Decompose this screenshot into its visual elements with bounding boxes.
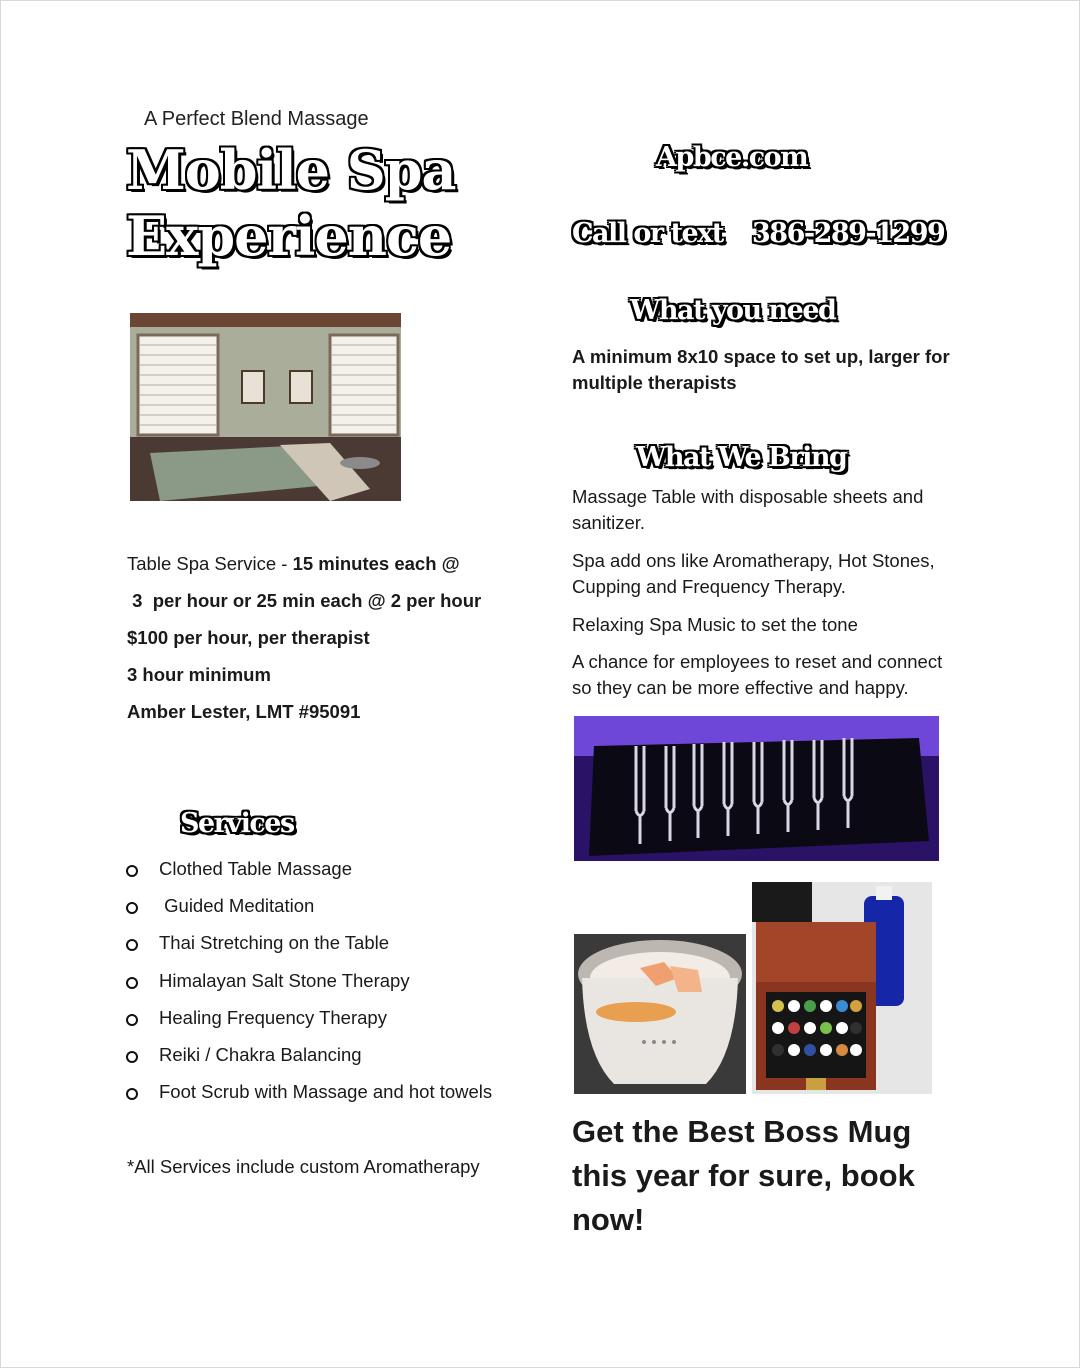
essential-oils-photo [752,882,932,1094]
services-heading: Services [180,808,294,839]
circle-bullet-icon [126,1088,138,1100]
service-label: Healing Frequency Therapy [159,1006,387,1028]
list-item [124,893,544,930]
pricing-line-2: 3 per hour or 25 min each @ 2 per hour [127,590,482,611]
list-item [124,930,544,967]
service-label: Foot Scrub with Massage and hot towels [159,1081,493,1103]
circle-bullet-icon [126,939,138,951]
bring-item-music: Relaxing Spa Music to set the tone [572,614,858,635]
aromatherapy-note: *All Services include custom Aromatherapy [127,1156,480,1177]
massage-room-photo [130,313,401,501]
pricing-line-1-prefix: Table Spa Service - [127,553,293,574]
tuning-forks-photo [574,716,939,861]
phone-number[interactable]: 386-289-1299 [752,218,945,249]
website-link[interactable]: Apbce.com [656,142,808,173]
list-item [124,1042,544,1079]
service-label: Reiki / Chakra Balancing [159,1043,362,1065]
subtitle: A Perfect Blend Massage [144,108,369,130]
pricing-line-1 [127,551,460,577]
call-to-action: Get the Best Boss Mug this year for sure, book now! [572,1114,915,1237]
bring-item-table: Massage Table with disposable sheets and sanitizer. [572,486,924,533]
list-item [124,1005,544,1042]
salt-stones-photo [574,934,746,1094]
list-item [124,968,544,1005]
service-label: Guided Meditation [159,895,315,917]
circle-bullet-icon [126,977,138,989]
service-label: Clothed Table Massage [159,858,353,879]
bring-item-addons: Spa add ons like Aromatherapy, Hot Stones, Cupping and Frequency Therapy. [572,550,935,597]
what-you-need-heading: What you need [630,295,836,326]
circle-bullet-icon [126,902,138,914]
title-line-2: Experience [126,204,452,268]
service-label: Himalayan Salt Stone Therapy [159,969,410,991]
pricing-line-1-bold: 15 minutes each @ [292,553,460,574]
title-line-1: Mobile Spa [126,138,456,202]
what-we-bring-heading: What We Bring [636,442,847,473]
circle-bullet-icon [126,1014,138,1026]
space-requirement: A minimum 8x10 space to set up, larger for multiple therapists [572,346,950,393]
services-list [124,856,544,1116]
service-label: Thai Stretching on the Table [159,932,390,954]
circle-bullet-icon [126,1051,138,1063]
list-item [124,856,544,893]
pricing-line-4: 3 hour minimum [127,664,271,685]
pricing-line-3: $100 per hour, per therapist [127,627,370,648]
call-label: Call or text [572,218,723,249]
list-item [124,1079,544,1116]
bring-item-reset: A chance for employees to reset and connect so they can be more effective and happy. [572,651,943,698]
therapist-credit: Amber Lester, LMT #95091 [127,701,361,722]
circle-bullet-icon [126,865,138,877]
